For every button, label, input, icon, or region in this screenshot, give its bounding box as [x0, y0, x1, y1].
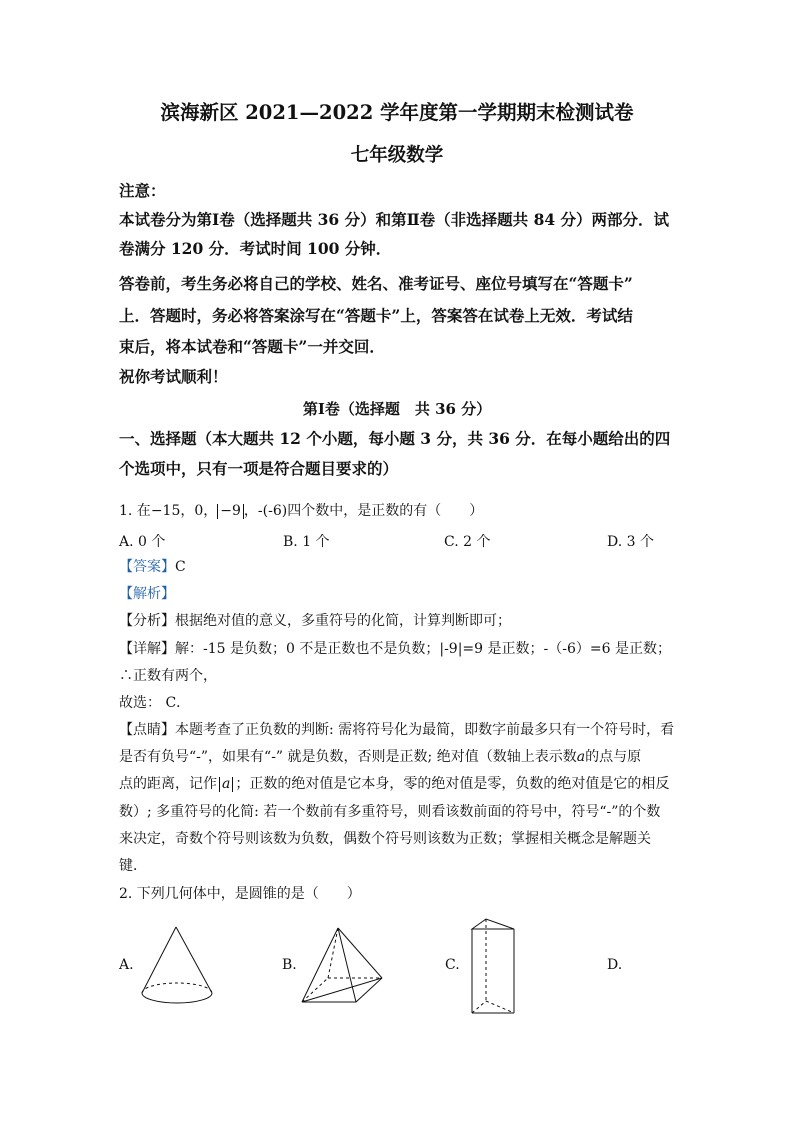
q1-xiangjie-line: [119, 639, 671, 659]
q1-dianjing-line-2: [119, 747, 641, 767]
q1-option-b: B. 1 个: [283, 534, 330, 550]
notice-line-1: 本试卷分为第Ⅰ卷（选择题共 36 分）和第Ⅱ卷（非选择题共 84 分）两部分．试: [119, 210, 670, 229]
q1-answer-line: [119, 557, 186, 577]
dianjing-tail: 的点与原: [585, 749, 642, 765]
q1-separator-1: ，: [180, 503, 195, 519]
q1-dianjing-line-6: 键．: [119, 858, 147, 874]
q1-fenxi-line: [119, 611, 511, 631]
pyramid-figure: [298, 926, 388, 1008]
fenxi-tag: 【分析】: [119, 613, 175, 629]
notice-line-2: 卷满分 120 分．考试时间 100 分钟．: [119, 239, 392, 258]
q1-suffix: 四个数中，是正数的有（ ）: [287, 503, 484, 519]
q2-option-d: D.: [607, 957, 623, 973]
notice-line-3: 答卷前，考生务必将自己的学校、姓名、准考证号、座位号填写在“答题卡”: [119, 274, 633, 293]
q1-dianjing-line-3: [119, 774, 669, 794]
q1-separator-3: ，: [243, 503, 258, 519]
notice-line-6: 祝你考试顺利！: [119, 367, 228, 386]
notice-line-5: 束后，将本试卷和“答题卡”一并交回．: [119, 337, 385, 356]
dianjing-text-2: 是否有负号“-”，如果有“-” 就是负数，否则是正数; 绝对值（数轴上表示数: [119, 749, 577, 765]
notice-label: 注意：: [119, 181, 166, 200]
answer-tag: 【答案】: [119, 559, 175, 575]
q1-dianjing-line-4: 数）; 多重符号的化简: 若一个数前有多重符号，则看该数前面的符号中，符号“-”的个数: [119, 804, 661, 820]
section-line-2: 个选项中，只有一项是符合题目要求的）: [119, 459, 399, 478]
q1-option-a: A. 0 个: [119, 534, 166, 550]
notice-line-4: 上．答题时，务必将答案涂写在“答题卡”上，答案答在试卷上无效．考试结: [119, 306, 633, 325]
cone-figure: [138, 925, 218, 1007]
q2-option-c: C.: [445, 957, 460, 973]
q1-dianjing-line-5: 来决定，奇数个符号则该数为负数，偶数个符号则该数为正数；掌握相关概念是解题关: [119, 831, 651, 847]
q1-therefore: ∴正数有两个，: [119, 668, 217, 684]
analysis-tag: 【解析】: [119, 586, 175, 602]
q1-dianjing-line-1: [119, 720, 674, 740]
q1-choose: 故选： C．: [119, 695, 191, 711]
section-line-1: 一、选择题（本大题共 12 个小题，每小题 3 分，共 36 分．在每小题给出的四: [119, 429, 671, 448]
dianjing-text-4: ；正数的绝对值是它本身，零的绝对值是零，负数的绝对值是它的相反: [235, 776, 670, 792]
q1-answer: C: [175, 559, 186, 575]
q1-abs-value: −9: [217, 504, 244, 519]
q2-option-a: A.: [119, 957, 134, 973]
q1-option-c: C. 2 个: [444, 534, 491, 550]
q1-prefix: 1. 在: [119, 503, 151, 519]
q1-number-2: 0: [194, 503, 204, 519]
dianjing-tag: 【点睛】: [119, 722, 175, 738]
q1-option-d: D. 3 个: [607, 534, 654, 550]
dianjing-text-1: 本题考查了正负数的判断: 需将符号化为最简，即数字前最多只有一个符号时，看: [175, 722, 675, 738]
q2-option-b: B.: [282, 957, 297, 973]
q1-separator-2: ，: [203, 503, 218, 519]
xiangjie-tag: 【详解】: [119, 641, 175, 657]
q1-number-4: -(-6): [257, 503, 288, 519]
q1-stem: [119, 501, 483, 521]
variable-a: a: [576, 749, 586, 765]
dianjing-text-3: 点的距离，记作: [119, 776, 217, 792]
exam-subtitle: 七年级数学: [350, 145, 444, 166]
q1-fenxi: 根据绝对值的意义，多重符号的化简，计算判断即可；: [175, 613, 511, 629]
q1-number-1: −15: [150, 503, 181, 519]
q1-xiangjie: 解：-15 是负数；0 不是正数也不是负数；|-9|=9 是正数；-（-6）=6 是正数；: [175, 641, 671, 657]
prism-figure: [470, 917, 520, 1017]
q2-stem: 2. 下列几何体中，是圆锥的是（ ）: [119, 886, 361, 902]
q1-analysis-line: [119, 584, 175, 604]
abs-a-var: a: [222, 776, 231, 792]
part1-title: 第Ⅰ卷（选择题 共 36 分）: [302, 400, 492, 418]
abs-a: [219, 777, 233, 792]
exam-title: 滨海新区 2021—2022 学年度第一学期期末检测试卷: [160, 101, 634, 124]
